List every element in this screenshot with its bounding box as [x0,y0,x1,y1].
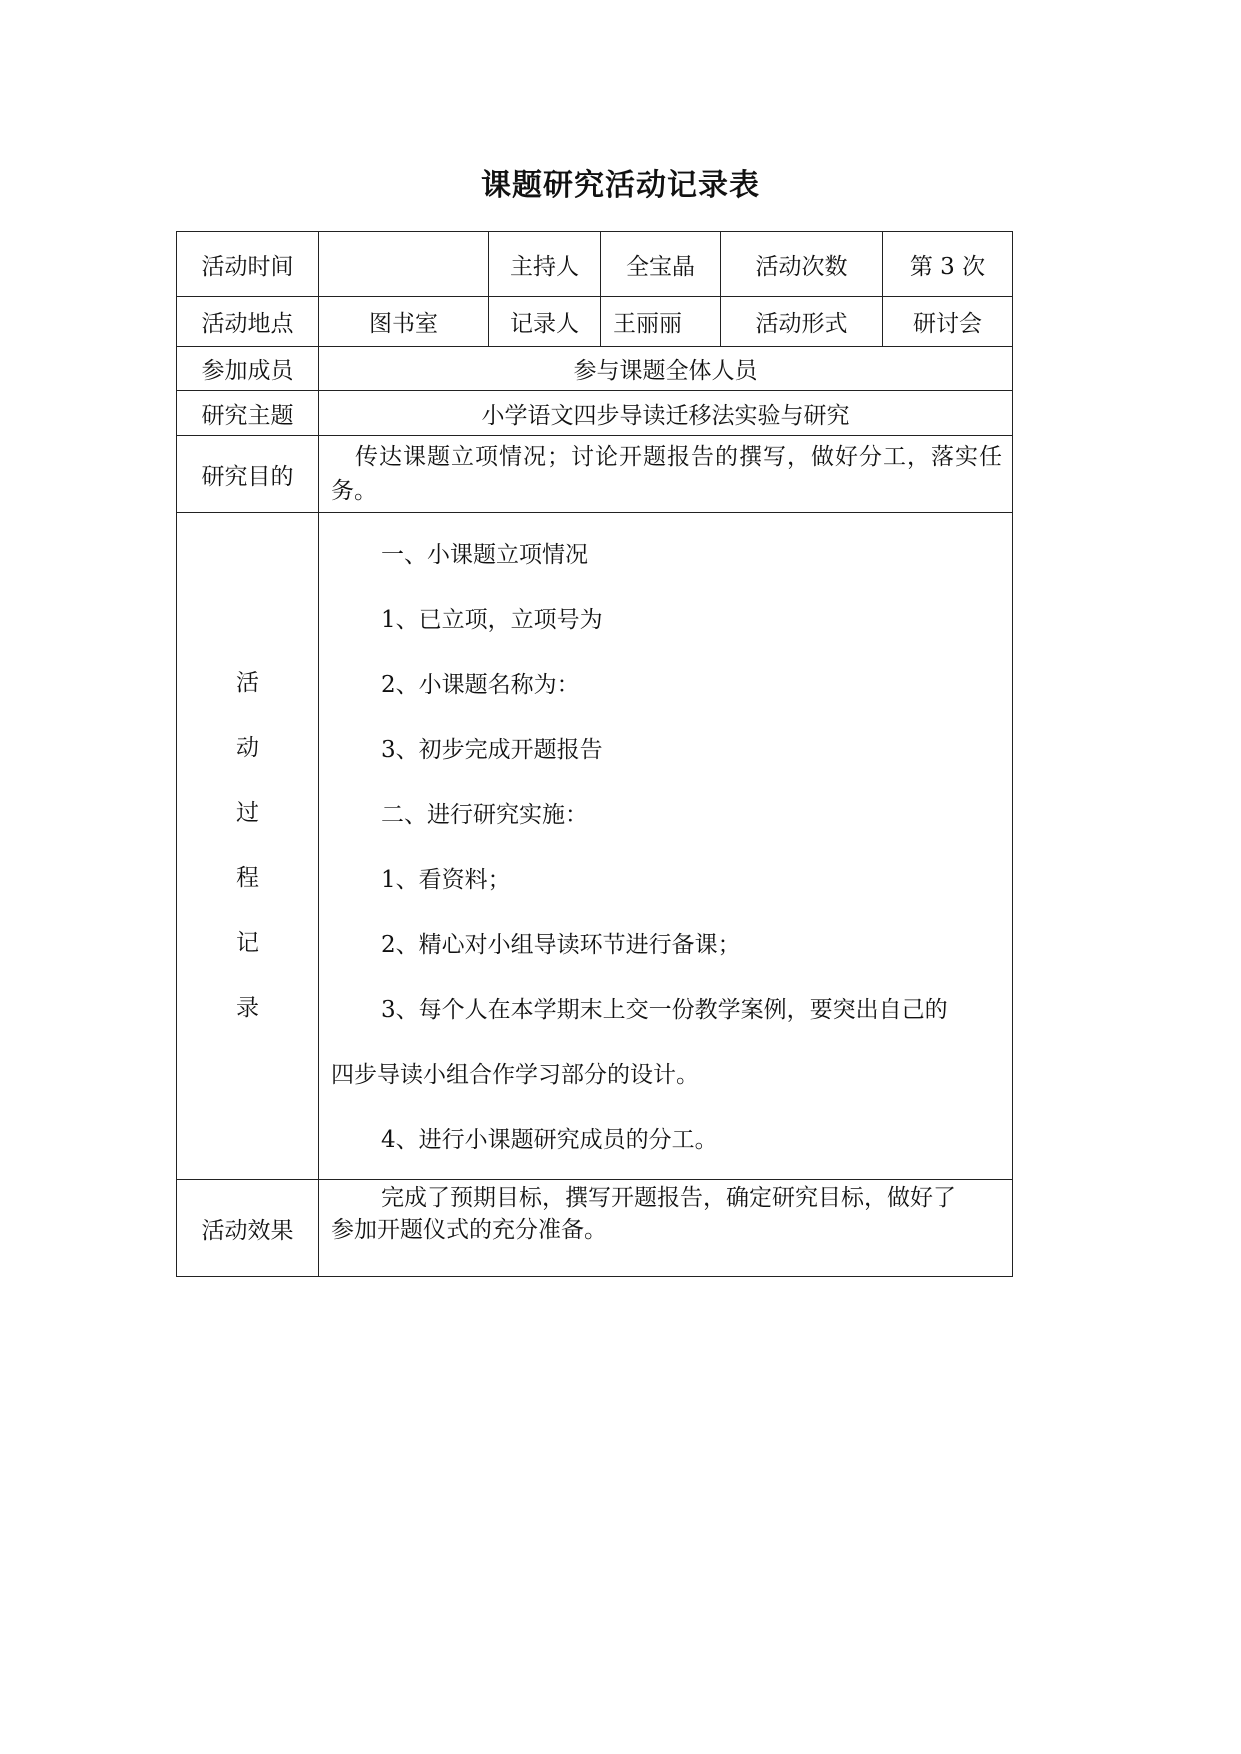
table-row [177,436,1013,513]
table-row [177,232,1013,297]
process-label-char: 录 [236,995,259,1021]
process-line: 3、初步完成开题报告 [381,737,603,763]
process-line: 1、看资料； [381,867,511,893]
table-row [177,297,1013,347]
members-label: 参加成员 [177,347,319,391]
count-label: 活动次数 [721,232,883,297]
recorder-value: 王丽丽 [601,297,721,347]
process-line: 3、每个人在本学期末上交一份教学案例，要突出自己的 [381,997,948,1023]
purpose-label: 研究目的 [177,436,319,513]
host-value: 全宝晶 [601,232,721,297]
process-line: 2、精心对小组导读环节进行备课； [381,932,741,958]
theme-value: 小学语文四步导读迁移法实验与研究 [319,391,1013,436]
process-label-char: 动 [236,735,259,761]
time-value [319,232,489,297]
place-label: 活动地点 [177,297,319,347]
form-label: 活动形式 [721,297,883,347]
process-label-char: 过 [236,800,259,826]
theme-label: 研究主题 [177,391,319,436]
effect-line: 完成了预期目标，撰写开题报告，确定研究目标，做好了 [381,1185,956,1211]
table-row [177,347,1013,391]
process-line: 四步导读小组合作学习部分的设计。 [331,1062,699,1088]
time-label: 活动时间 [177,232,319,297]
process-label-char: 活 [236,670,259,696]
process-line: 1、已立项，立项号为 [381,607,603,633]
effect-line: 参加开题仪式的充分准备。 [331,1217,607,1243]
process-label [177,513,319,1180]
process-line: 2、小课题名称为： [381,672,580,698]
table-row [177,391,1013,436]
count-value: 第 3 次 [883,232,1013,297]
record-table [176,231,1013,1277]
recorder-label: 记录人 [489,297,601,347]
place-value: 图书室 [319,297,489,347]
process-line: 4、进行小课题研究成员的分工。 [381,1127,718,1153]
table-row [177,513,1013,1180]
page-title: 课题研究活动记录表 [481,168,760,203]
process-content [319,513,1013,1180]
process-label-char: 记 [236,930,259,956]
host-label: 主持人 [489,232,601,297]
purpose-value [319,436,1013,513]
process-label-char: 程 [236,865,259,891]
effect-label: 活动效果 [177,1180,319,1277]
members-value: 参与课题全体人员 [319,347,1013,391]
table-row [177,1180,1013,1277]
process-line: 一、小课题立项情况 [381,542,588,568]
process-line: 二、进行研究实施： [381,802,588,828]
purpose-text: 传达课题立项情况；讨论开题报告的撰写，做好分工，落实任务。 [331,444,1002,504]
effect-value [319,1180,1013,1277]
form-value: 研讨会 [883,297,1013,347]
